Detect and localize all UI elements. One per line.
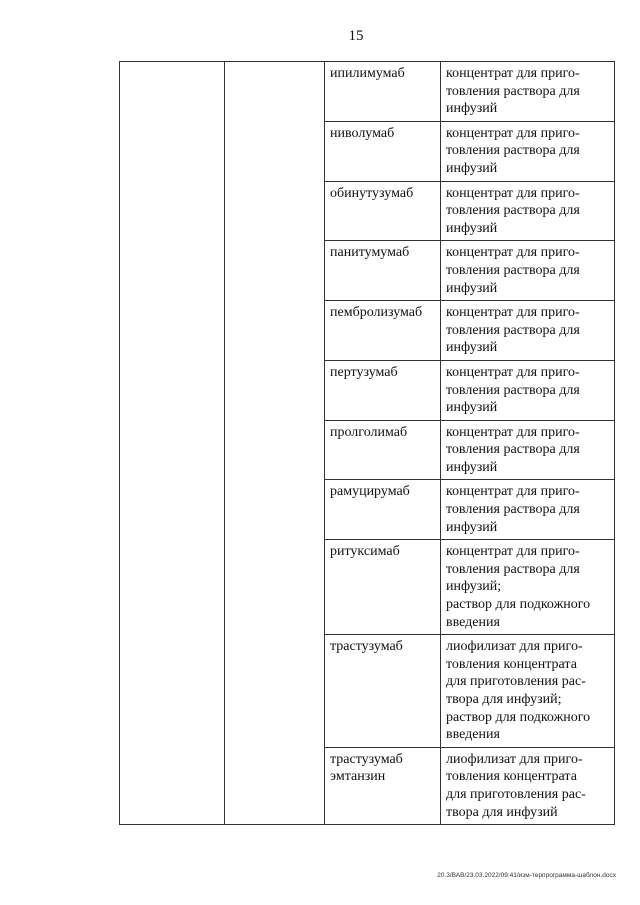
dosage-form-cell: концентрат для приго- товления раствора для инфузий (441, 420, 615, 480)
dosage-form-cell: лиофилизат для приго- товления концентрата для приготовления рас- твора для инфузий (441, 747, 615, 824)
dosage-form-cell: концентрат для приго- товления раствора для инфузий (441, 62, 615, 122)
drug-name-cell: рамуцирумаб (325, 480, 441, 540)
dosage-form-cell: концентрат для приго- товления раствора для инфузий; раствор для подкожного введения (441, 540, 615, 635)
dosage-form-cell: концентрат для приго- товления раствора для инфузий (441, 181, 615, 241)
drug-name-cell: ипилимумаб (325, 62, 441, 122)
atc-code-cell (120, 62, 225, 825)
document-footer: 20.3/ВАВ/23.03.2022/09:41/изм-терпрограмма-шаблон.docx (437, 872, 616, 879)
dosage-form-cell: концентрат для приго- товления раствора для инфузий (441, 480, 615, 540)
drug-name-cell: пертузумаб (325, 360, 441, 420)
drug-name-cell: трастузумаб эмтанзин (325, 747, 441, 824)
drug-name-cell: ниволумаб (325, 121, 441, 181)
drug-name-cell: обинутузумаб (325, 181, 441, 241)
drug-name-cell: пембролизумаб (325, 301, 441, 361)
dosage-form-cell: концентрат для приго- товления раствора для инфузий (441, 301, 615, 361)
dosage-form-cell: концентрат для приго- товления раствора для инфузий (441, 360, 615, 420)
page-number: 15 (348, 28, 364, 44)
drug-name-cell: ритуксимаб (325, 540, 441, 635)
dosage-form-cell: концентрат для приго- товления раствора для инфузий (441, 121, 615, 181)
drug-name-cell: панитумумаб (325, 241, 441, 301)
dosage-form-cell: лиофилизат для приго- товления концентрата для приготовления рас- твора для инфузий; раствор для подкожного введения (441, 635, 615, 748)
drug-name-cell: пролголимаб (325, 420, 441, 480)
drug-table (119, 61, 615, 825)
atc-group-cell (225, 62, 325, 825)
table-row (120, 62, 615, 122)
drug-name-cell: трастузумаб (325, 635, 441, 748)
dosage-form-cell: концентрат для приго- товления раствора для инфузий (441, 241, 615, 301)
